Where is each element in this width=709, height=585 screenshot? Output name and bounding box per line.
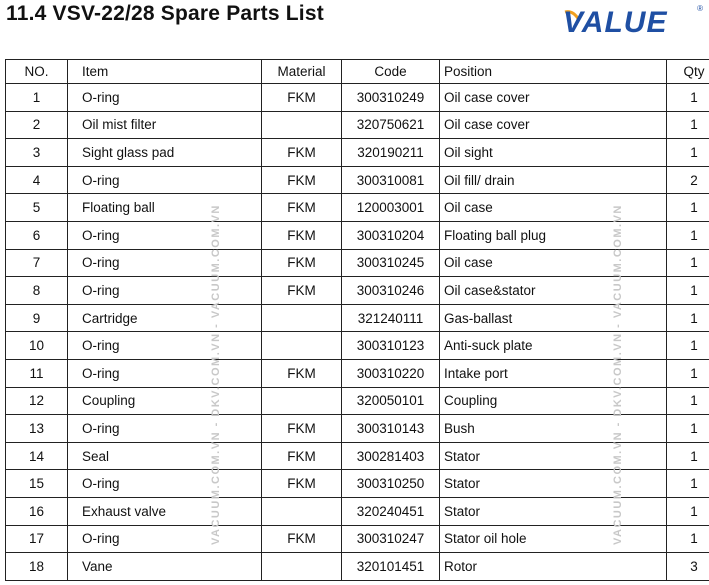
cell-no: 1 <box>6 84 68 112</box>
table-row <box>6 277 709 305</box>
cell-no: 15 <box>6 470 68 498</box>
cell-code: 320750621 <box>342 111 440 139</box>
column-header-no: NO. <box>6 60 68 84</box>
cell-material: FKM <box>262 470 342 498</box>
cell-material <box>262 332 342 360</box>
cell-no: 14 <box>6 442 68 470</box>
cell-qty: 1 <box>667 194 709 222</box>
cell-material: FKM <box>262 249 342 277</box>
column-header-qty: Qty <box>667 60 709 84</box>
cell-no: 2 <box>6 111 68 139</box>
cell-no: 16 <box>6 497 68 525</box>
cell-item: O-ring <box>68 359 262 387</box>
cell-qty: 1 <box>667 139 709 167</box>
cell-item: O-ring <box>68 415 262 443</box>
cell-item: O-ring <box>68 470 262 498</box>
cell-code: 300281403 <box>342 442 440 470</box>
cell-qty: 1 <box>667 84 709 112</box>
table-row <box>6 553 709 581</box>
cell-qty: 1 <box>667 415 709 443</box>
cell-item: O-ring <box>68 277 262 305</box>
table-header-row <box>6 60 709 84</box>
table-row <box>6 166 709 194</box>
cell-no: 11 <box>6 359 68 387</box>
cell-material: FKM <box>262 221 342 249</box>
cell-item: O-ring <box>68 221 262 249</box>
cell-material: FKM <box>262 84 342 112</box>
cell-code: 120003001 <box>342 194 440 222</box>
cell-position: Gas-ballast <box>440 304 667 332</box>
cell-position: Anti-suck plate <box>440 332 667 360</box>
cell-no: 9 <box>6 304 68 332</box>
cell-item: Vane <box>68 553 262 581</box>
cell-code: 300310249 <box>342 84 440 112</box>
cell-position: Rotor <box>440 553 667 581</box>
page-title: 11.4 VSV-22/28 Spare Parts List <box>6 2 324 25</box>
cell-qty: 3 <box>667 553 709 581</box>
cell-qty: 1 <box>667 221 709 249</box>
table-row <box>6 442 709 470</box>
column-header-item: Item <box>68 60 262 84</box>
cell-no: 17 <box>6 525 68 553</box>
cell-no: 18 <box>6 553 68 581</box>
cell-position: Bush <box>440 415 667 443</box>
cell-material: FKM <box>262 166 342 194</box>
cell-qty: 1 <box>667 442 709 470</box>
cell-qty: 1 <box>667 470 709 498</box>
cell-position: Oil case <box>440 194 667 222</box>
cell-code: 300310143 <box>342 415 440 443</box>
cell-qty: 1 <box>667 332 709 360</box>
table-row <box>6 221 709 249</box>
column-header-code: Code <box>342 60 440 84</box>
cell-code: 320050101 <box>342 387 440 415</box>
cell-code: 320240451 <box>342 497 440 525</box>
cell-qty: 1 <box>667 111 709 139</box>
cell-no: 6 <box>6 221 68 249</box>
cell-position: Oil case cover <box>440 84 667 112</box>
cell-position: Oil case&stator <box>440 277 667 305</box>
column-header-material: Material <box>262 60 342 84</box>
cell-no: 3 <box>6 139 68 167</box>
watermark-right: VACUUM.COM.VN - DKV.COM.VN - VACUUM.COM.VN <box>612 204 624 545</box>
cell-code: 300310245 <box>342 249 440 277</box>
cell-item: Coupling <box>68 387 262 415</box>
table-row <box>6 415 709 443</box>
cell-item: Oil mist filter <box>68 111 262 139</box>
cell-material: FKM <box>262 359 342 387</box>
cell-position: Oil case cover <box>440 111 667 139</box>
cell-item: O-ring <box>68 249 262 277</box>
spare-parts-table <box>5 59 709 581</box>
cell-position: Intake port <box>440 359 667 387</box>
cell-code: 320190211 <box>342 139 440 167</box>
table-row <box>6 359 709 387</box>
cell-qty: 1 <box>667 359 709 387</box>
cell-qty: 1 <box>667 497 709 525</box>
cell-material: FKM <box>262 194 342 222</box>
cell-qty: 1 <box>667 249 709 277</box>
cell-material: FKM <box>262 139 342 167</box>
cell-material <box>262 497 342 525</box>
cell-code: 300310220 <box>342 359 440 387</box>
cell-material: FKM <box>262 525 342 553</box>
cell-item: Floating ball <box>68 194 262 222</box>
table-row <box>6 249 709 277</box>
cell-item: O-ring <box>68 332 262 360</box>
watermark-left: VACUUM.COM.VN - DKV.COM.VN - VACUUM.COM.VN <box>210 204 222 545</box>
cell-position: Oil case <box>440 249 667 277</box>
table-row <box>6 497 709 525</box>
cell-item: O-ring <box>68 525 262 553</box>
table-row <box>6 194 709 222</box>
cell-qty: 1 <box>667 277 709 305</box>
cell-material <box>262 304 342 332</box>
cell-qty: 1 <box>667 525 709 553</box>
cell-position: Oil fill/ drain <box>440 166 667 194</box>
cell-no: 12 <box>6 387 68 415</box>
cell-material <box>262 553 342 581</box>
table-row <box>6 470 709 498</box>
cell-item: Sight glass pad <box>68 139 262 167</box>
cell-code: 320101451 <box>342 553 440 581</box>
cell-position: Floating ball plug <box>440 221 667 249</box>
table-row <box>6 525 709 553</box>
cell-material <box>262 387 342 415</box>
cell-qty: 1 <box>667 304 709 332</box>
cell-code: 300310250 <box>342 470 440 498</box>
cell-no: 7 <box>6 249 68 277</box>
cell-material: FKM <box>262 415 342 443</box>
table-row <box>6 304 709 332</box>
cell-position: Stator <box>440 470 667 498</box>
column-header-position: Position <box>440 60 667 84</box>
cell-qty: 1 <box>667 387 709 415</box>
table-row <box>6 111 709 139</box>
cell-item: O-ring <box>68 166 262 194</box>
cell-position: Coupling <box>440 387 667 415</box>
cell-position: Stator <box>440 497 667 525</box>
cell-no: 8 <box>6 277 68 305</box>
cell-no: 10 <box>6 332 68 360</box>
value-logo <box>563 6 703 40</box>
cell-item: Cartridge <box>68 304 262 332</box>
cell-position: Oil sight <box>440 139 667 167</box>
cell-code: 300310123 <box>342 332 440 360</box>
table-row <box>6 332 709 360</box>
cell-no: 4 <box>6 166 68 194</box>
logo-wordmark: VALUE <box>563 6 668 39</box>
cell-code: 321240111 <box>342 304 440 332</box>
table-row <box>6 387 709 415</box>
cell-code: 300310081 <box>342 166 440 194</box>
cell-position: Stator oil hole <box>440 525 667 553</box>
cell-item: O-ring <box>68 84 262 112</box>
cell-no: 5 <box>6 194 68 222</box>
cell-code: 300310246 <box>342 277 440 305</box>
cell-position: Stator <box>440 442 667 470</box>
cell-code: 300310247 <box>342 525 440 553</box>
cell-item: Seal <box>68 442 262 470</box>
table-body <box>6 84 709 581</box>
cell-item: Exhaust valve <box>68 497 262 525</box>
cell-code: 300310204 <box>342 221 440 249</box>
registered-mark: ® <box>697 4 703 13</box>
table-row <box>6 84 709 112</box>
cell-material <box>262 111 342 139</box>
cell-material: FKM <box>262 277 342 305</box>
cell-no: 13 <box>6 415 68 443</box>
table-row <box>6 139 709 167</box>
cell-qty: 2 <box>667 166 709 194</box>
cell-material: FKM <box>262 442 342 470</box>
